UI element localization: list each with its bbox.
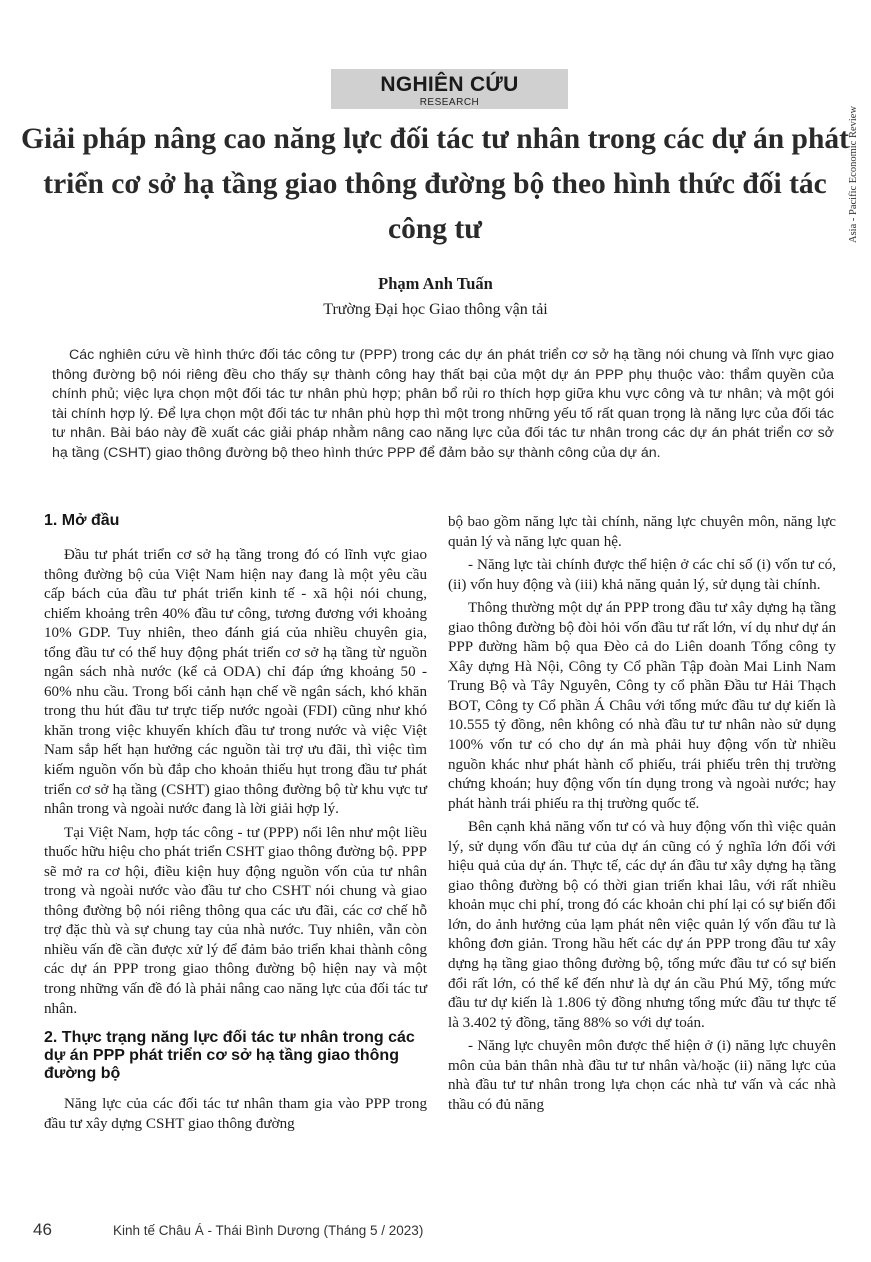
paragraph: - Năng lực chuyên môn được thể hiện ở (i) năng lực chuyên môn của bản thân nhà đầu tư tư nhân và/hoặc (ii) năng lực của nhà đầu tư tư nhân trong lựa chọn các nhà tư vấn và các nhà thầu có đủ năng bbox=[448, 1038, 836, 1113]
paragraph: Bên cạnh khả năng vốn tư có và huy động vốn thì việc quản lý, sử dụng vốn đầu tư của dự án cũng có ý nghĩa lớn đối với hiệu quả của dự án. Thực tế, các dự án đầu tư xây dựng hạ tầng giao thông đường bộ có thời gian triển khai lâu, với rất nhiều khoản mục chi phí, trong đó các khoản chi phí lại có sự biến đổi lớn, do ảnh hưởng của lạm phát nên việc quản lý vốn đầu tư là không đơn giản. Trong hầu hết các dự án PPP trong đầu tư xây dựng hạ tầng giao thông đường bộ, tổng mức đầu tư có sự biến đổi rất lớn, có thể kể đến như là dự án cầu Phú Mỹ, tổng mức đầu tư dự kiến là 1.806 tỷ đồng nhưng tổng mức đầu tư thực tế là 3.402 tỷ đồng, tăng 88% so với dự toán. bbox=[448, 819, 836, 1031]
section-heading-status: 2. Thực trạng năng lực đối tác tư nhân trong các dự án PPP phát triển cơ sở hạ tầng giao thông đường bộ bbox=[44, 1029, 415, 1083]
paragraph: bộ bao gồm năng lực tài chính, năng lực chuyên môn, năng lực quản lý và năng lực quan hệ. bbox=[448, 514, 836, 550]
paragraph: Tại Việt Nam, hợp tác công - tư (PPP) nổi lên như một liều thuốc hữu hiệu cho phát triển CSHT giao thông đường bộ. PPP sẽ mở ra cơ hội, điều kiện huy động nguồn vốn của tư nhân trong và ngoài nước vào đầu tư cho CSHT nói chung và giao thông đường bộ nói riêng thông qua các ưu đãi, các cơ chế hỗ trợ đặc thù và sự chung tay của nhà nước. Tuy nhiên, vẫn còn nhiều vấn đề cần được xử lý để đảm bảo triển khai thành công các dự án PPP trong giao thông đường bộ hiện nay và một trong những vấn đề đó là phải nâng cao năng lực của đối tác tư nhân. bbox=[44, 824, 427, 1017]
section-heading-intro: 1. Mở đầu bbox=[44, 512, 120, 529]
article-title: Giải pháp nâng cao năng lực đối tác tư nhân trong các dự án phát triển cơ sở hạ tầng giao thông đường bộ theo hình thức đối tác công tư bbox=[21, 123, 849, 245]
page-number: 46 bbox=[33, 1220, 52, 1239]
paragraph: - Năng lực tài chính được thể hiện ở các chỉ số (i) vốn tư có, (ii) vốn huy động và (iii) khả năng quản lý, sử dụng tài chính. bbox=[448, 557, 836, 593]
section-label-en: RESEARCH bbox=[419, 97, 480, 108]
journal-side-label: Asia - Pacific Economic Review bbox=[848, 106, 859, 244]
author-affiliation: Trường Đại học Giao thông vận tải bbox=[323, 301, 548, 318]
journal-name: Kinh tế Châu Á - Thái Bình Dương (Tháng 5 / 2023) bbox=[113, 1223, 424, 1238]
section-label-vn: NGHIÊN CỨU bbox=[380, 73, 519, 96]
left-column bbox=[44, 512, 427, 1138]
author-name: Phạm Anh Tuấn bbox=[378, 274, 493, 293]
section-tag bbox=[331, 69, 568, 109]
paragraph: Thông thường một dự án PPP trong đầu tư xây dựng hạ tầng giao thông đường bộ đòi hỏi vốn đầu tư rất lớn, ví dụ như dự án PPP đường hầm bộ qua Đèo cả do Liên doanh Tổng công ty Xây dựng Hà Nội, Công ty Cổ phần Tập đoàn Mai Linh Nam Trung Bộ và Tây Nguyên, Công ty cổ phần Đầu tư Hải Thạch BOT, Công ty Cổ phần Á Châu với tổng mức đầu tư dự kiến là 10.555 tỷ đồng, nên không có nhà đầu tư tư nhân nào sử dụng 100% vốn tư có cho dự án mà phải huy động vốn từ nhiều nguồn khác như phát hành cổ phiếu, trái phiếu trên thị trường chứng khoán; huy động vốn tín dụng trong và ngoài nước; hay phát hành trái phiếu ra thị trường quốc tế. bbox=[448, 600, 836, 812]
abstract: Các nghiên cứu về hình thức đối tác công tư (PPP) trong các dự án phát triển cơ sở hạ tầng nói chung và lĩnh vực giao thông đường bộ nói riêng đều cho thấy sự thành công hay thất bại của một dự án PPP phụ thuộc vào: thẩm quyền của chính phủ; việc lựa chọn một đối tác tư nhân phù hợp; phân bổ rủi ro thích hợp giữa khu vực công và tư nhân; và một gói tài chính hợp lý. Để lựa chọn một đối tác tư nhân phù hợp thì một trong những yếu tố rất quan trọng là năng lực của đối tác tư nhân. Bài báo này đề xuất các giải pháp nhằm nâng cao năng lực của đối tác tư nhân trong các dự án phát triển cơ sở hạ tầng (CSHT) giao thông đường bộ theo hình thức PPP để đảm bảo sự thành công của dự án. bbox=[52, 347, 834, 461]
right-column bbox=[448, 513, 836, 1119]
page-footer bbox=[33, 1220, 833, 1242]
paragraph: Đầu tư phát triển cơ sở hạ tầng trong đó có lĩnh vực giao thông đường bộ của Việt Nam hiện nay đang là một yêu cầu cấp bách của đầu tư phát triển kinh tế - xã hội nói chung, chiếm khoảng trên 40% đầu tư công, tương đương với khoảng 10% GDP. Tuy nhiên, theo đánh giá của nhiều chuyên gia, tổng đầu tư có thể huy động phát triển cơ sở hạ tầng từ nguồn ngân sách nhà nước (kể cả ODA) chỉ đáp ứng khoảng 50 - 60% nhu cầu. Trong bối cảnh hạn chế về ngân sách, khó khăn trong thu hút đầu tư trực tiếp nước ngoài (FDI) cũng như khó khăn trong việc khuyến khích đầu tư trong nước và việc Việt Nam sắp hết hạn hưởng các nguồn tài trợ ưu đãi, thì việc tìm kiếm nguồn vốn bù đắp cho khoản thiếu hụt trong đầu tư phát triển cơ sở hạ tầng (CSHT) giao thông đường bộ từ khu vực tư nhân trong và ngoài nước đang là lời giải hợp lý. bbox=[44, 547, 427, 818]
paragraph: Năng lực của các đối tác tư nhân tham gia vào PPP trong đầu tư xây dựng CSHT giao thông đường bbox=[44, 1096, 427, 1132]
